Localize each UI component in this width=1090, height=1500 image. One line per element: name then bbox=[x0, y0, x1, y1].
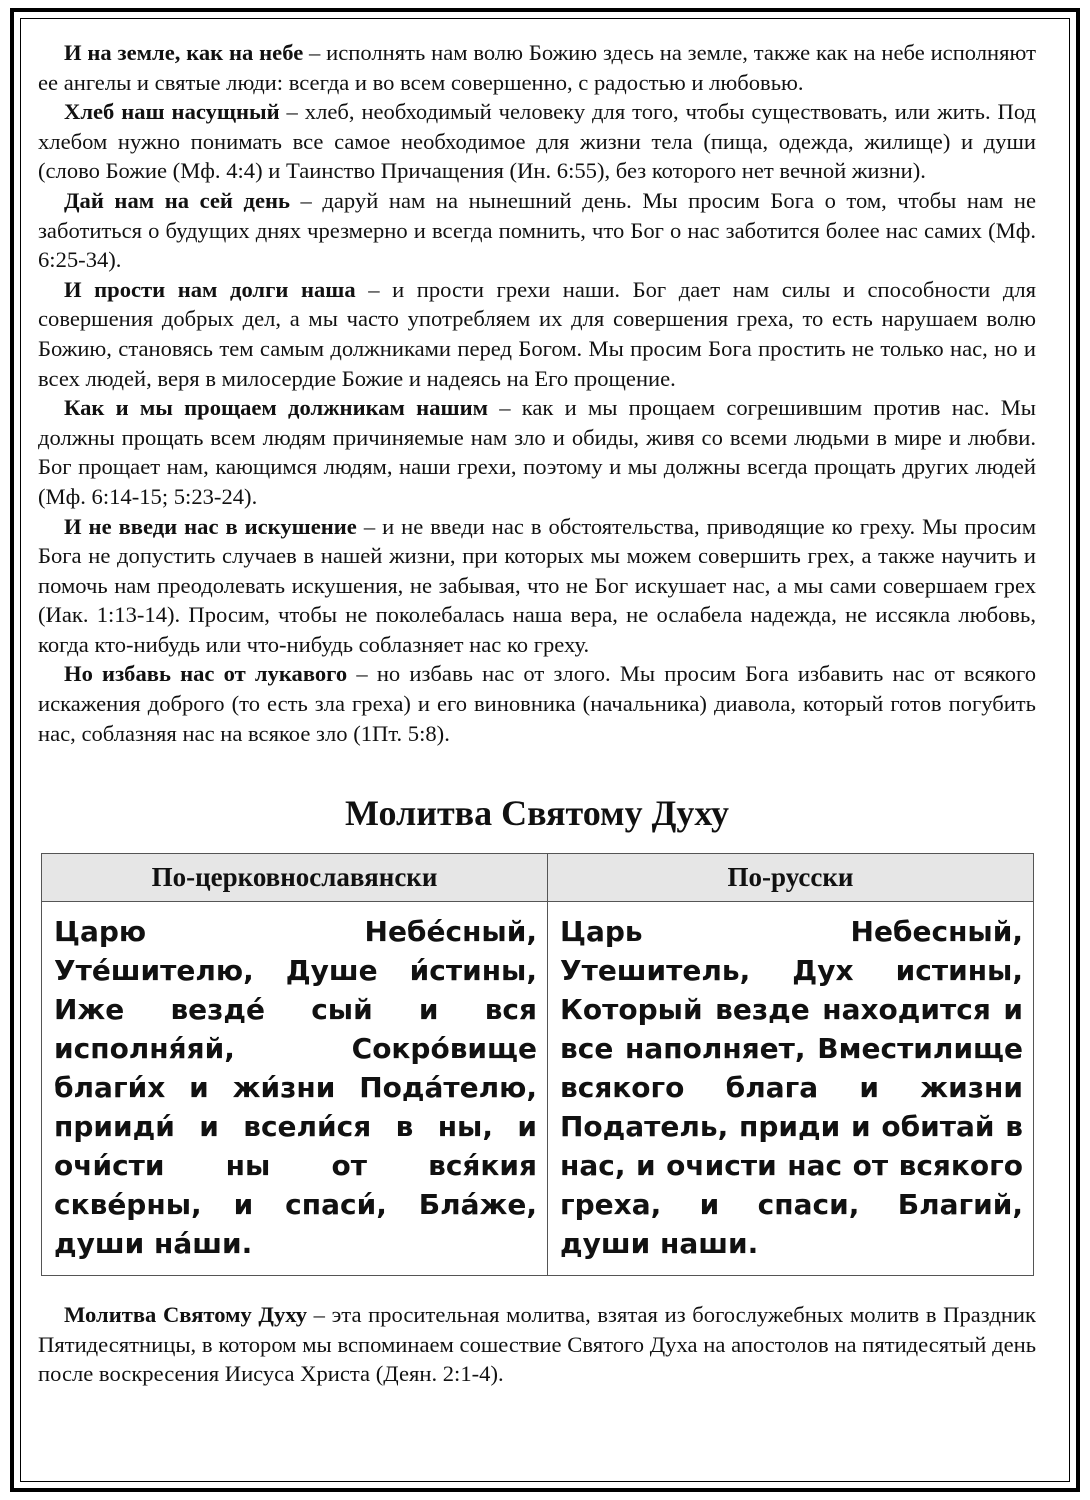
explanation: – как и мы прощаем согрешившим против нас. Мы должны прощать всем людям причиняемые нам зло и обиды, живя со всеми людьми в мире и любви. Бог прощает нам, кающимся людям, наши грехи, поэтому и мы должны всегда прощать других людей (Мф. 6:14-15; 5:23-24). bbox=[38, 395, 1036, 509]
church-slavonic-prayer-text: Царю Небе́сный, Уте́шителю, Душе и́стины, Иже везде́ сый и вся исполня́яй, Сокро́вище благи́х и жи́зни Пода́телю, прииди́ и всели́ся в ны, и очи́сти ны от вся́кия скве́рны, и спаси́, Бла́же, души на́ши. bbox=[42, 902, 548, 1276]
paragraph-forgive-debts bbox=[38, 275, 1036, 393]
term: И на земле, как на небе bbox=[64, 40, 304, 65]
explanation: – но избавь нас от злого. Мы просим Бога избавить нас от всякого искажения доброго (то есть зла греха) и его виновника (начальника) диавола, который готов погубить нас, соблазняя нас на всякое зло (1Пт. 5:8). bbox=[38, 661, 1036, 746]
explanation: – и не введи нас в обстоятельства, приводящие ко греху. Мы просим Бога не допустить случаев в нашей жизни, при которых мы можем совершить грех, а также научить и помочь нам преодолевать искушения, не забывая, что не Бог искушает нас, а мы сами совершаем грех (Иак. 1:13-14). Просим, чтобы не поколебалась наша вера, не ослабела надежда, не иссякла любовь, когда кто-нибудь или что-нибудь соблазняет нас ко греху. bbox=[38, 513, 1036, 657]
paragraph-give-us-this-day bbox=[38, 186, 1036, 275]
term: Но избавь нас от лукавого bbox=[64, 661, 348, 687]
term: И прости нам долги наша bbox=[64, 276, 356, 302]
explanation: – хлеб, необходимый человеку для того, чтобы существовать, или жить. Под хлебом нужно понимать все самое необходимое для жизни тела (пища, одежда, жилище) и души (слово Божие (Мф. 4:4) и Таинство Причащения (Ин. 6:55), без которого нет вечной жизни). bbox=[38, 99, 1036, 184]
explanation: – исполнять нам волю Божию здесь на земле, также как на небе исполняют ее ангелы и святые люди: всегда и во всем совершенно, с радостью и любовью. bbox=[38, 40, 1036, 95]
term: Как и мы прощаем должникам нашим bbox=[64, 395, 488, 421]
term: Молитва Святому Духу bbox=[64, 1302, 307, 1328]
term: И не введи нас в искушение bbox=[64, 513, 357, 539]
explanation: – и прости грехи наши. Бог дает нам силы и способности для совершения добрых дел, а мы часто употребляем их для совершения греха, то есть нарушаем волю Божию, становясь тем самым должниками перед Богом. Мы просим Бога простить не только нас, но и всех людей, веря в милосердие Божие и надеясь на Его прощение. bbox=[38, 276, 1036, 391]
section-title: Молитва Святому Духу bbox=[345, 793, 729, 834]
term: Дай нам на сей день bbox=[64, 187, 290, 213]
paragraph-prayer-explanation bbox=[38, 1300, 1036, 1389]
paragraph-on-earth bbox=[38, 38, 1036, 97]
column-header-russian: По-русски bbox=[548, 854, 1034, 902]
explanation: – эта просительная молитва, взятая из богослужебных молитв в Праздник Пятидесятницы, в котором мы вспоминаем сошествие Святого Духа на апостолов на пятидесятый день после воскресения Иисуса Христа (Деян. 2:1-4). bbox=[38, 1302, 1036, 1387]
russian-prayer-text: Царь Небесный, Утешитель, Дух истины, Который везде находится и все наполняет, Вместилище всякого блага и жизни Податель, приди и обитай в нас, и очисти нас от всякого греха, и спаси, Благий, души наши. bbox=[548, 902, 1034, 1276]
paragraph-deliver-us bbox=[38, 659, 1036, 748]
explanation: – даруй нам на нынешний день. Мы просим Бога о том, чтобы нам не заботиться о будущих днях чрезмерно и всегда помнить, что Бог о нас заботится более нас самих (Мф. 6:25-34). bbox=[38, 187, 1036, 273]
column-header-church-slavonic: По-церковнославянски bbox=[42, 854, 548, 902]
paragraph-as-we-forgive bbox=[38, 393, 1036, 511]
paragraph-temptation bbox=[38, 512, 1036, 660]
term: Хлеб наш насущный bbox=[64, 99, 280, 125]
prayer-table bbox=[41, 853, 1034, 1276]
content bbox=[38, 38, 1036, 1389]
paragraph-daily-bread bbox=[38, 97, 1036, 186]
table-row bbox=[42, 902, 1034, 1276]
table-header-row bbox=[42, 854, 1034, 902]
